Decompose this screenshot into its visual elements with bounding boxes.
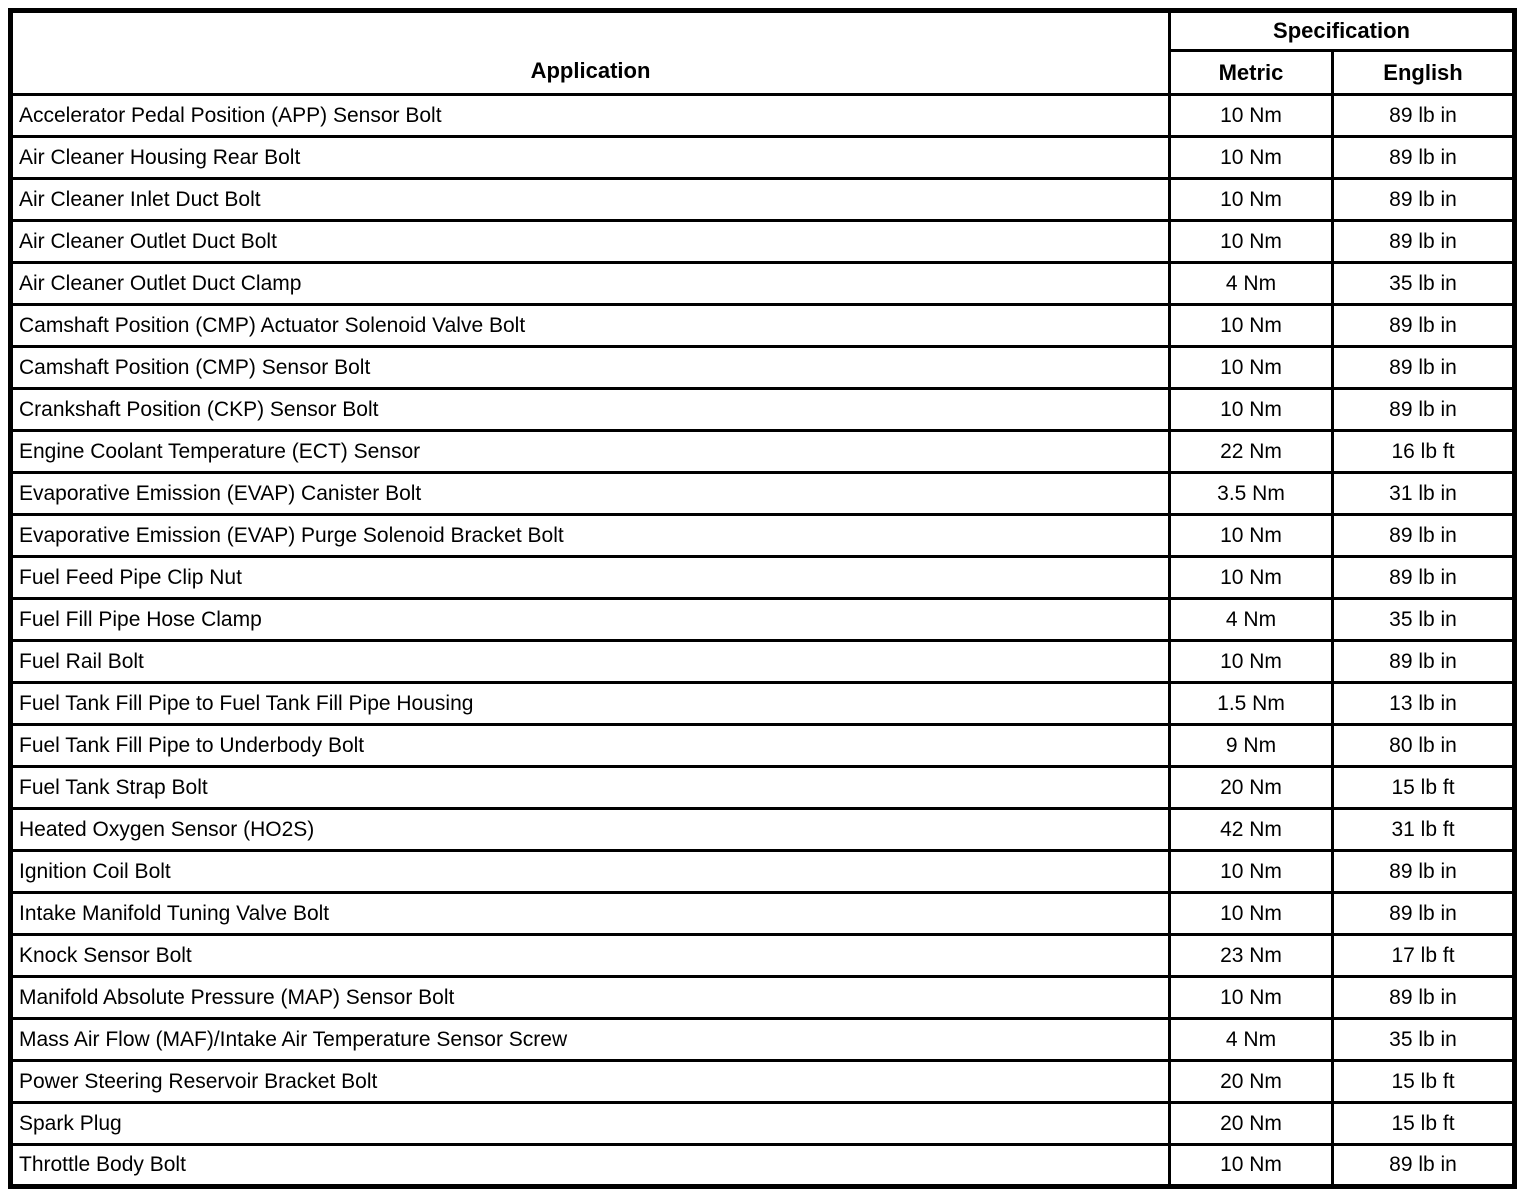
english-cell: 89 lb in <box>1333 1145 1515 1187</box>
metric-cell: 3.5 Nm <box>1170 473 1333 515</box>
metric-cell: 10 Nm <box>1170 977 1333 1019</box>
table-row <box>11 557 1515 599</box>
fastener-tightening-spec-table <box>8 8 1517 1189</box>
specification-column-group-header: Specification <box>1170 11 1515 51</box>
english-cell: 13 lb in <box>1333 683 1515 725</box>
table-row <box>11 347 1515 389</box>
metric-cell: 10 Nm <box>1170 851 1333 893</box>
metric-cell: 1.5 Nm <box>1170 683 1333 725</box>
application-cell: Fuel Tank Strap Bolt <box>11 767 1170 809</box>
table-row <box>11 641 1515 683</box>
application-cell: Engine Coolant Temperature (ECT) Sensor <box>11 431 1170 473</box>
metric-cell: 10 Nm <box>1170 515 1333 557</box>
metric-cell: 10 Nm <box>1170 557 1333 599</box>
english-cell: 89 lb in <box>1333 557 1515 599</box>
application-cell: Evaporative Emission (EVAP) Purge Solenoid Bracket Bolt <box>11 515 1170 557</box>
table-row <box>11 95 1515 137</box>
application-cell: Camshaft Position (CMP) Actuator Solenoid Valve Bolt <box>11 305 1170 347</box>
application-cell: Crankshaft Position (CKP) Sensor Bolt <box>11 389 1170 431</box>
english-cell: 89 lb in <box>1333 641 1515 683</box>
spec-table-header <box>11 11 1515 95</box>
metric-cell: 10 Nm <box>1170 347 1333 389</box>
application-cell: Fuel Tank Fill Pipe to Fuel Tank Fill Pipe Housing <box>11 683 1170 725</box>
table-row <box>11 725 1515 767</box>
metric-cell: 42 Nm <box>1170 809 1333 851</box>
metric-cell: 10 Nm <box>1170 389 1333 431</box>
table-row <box>11 473 1515 515</box>
english-cell: 15 lb ft <box>1333 767 1515 809</box>
english-cell: 17 lb ft <box>1333 935 1515 977</box>
application-cell: Ignition Coil Bolt <box>11 851 1170 893</box>
table-row <box>11 809 1515 851</box>
metric-cell: 20 Nm <box>1170 1103 1333 1145</box>
application-cell: Fuel Fill Pipe Hose Clamp <box>11 599 1170 641</box>
metric-cell: 10 Nm <box>1170 137 1333 179</box>
english-cell: 80 lb in <box>1333 725 1515 767</box>
metric-cell: 4 Nm <box>1170 599 1333 641</box>
table-row <box>11 515 1515 557</box>
metric-cell: 20 Nm <box>1170 1061 1333 1103</box>
english-cell: 15 lb ft <box>1333 1061 1515 1103</box>
table-row <box>11 599 1515 641</box>
application-cell: Manifold Absolute Pressure (MAP) Sensor Bolt <box>11 977 1170 1019</box>
english-cell: 89 lb in <box>1333 305 1515 347</box>
metric-cell: 10 Nm <box>1170 221 1333 263</box>
table-row <box>11 431 1515 473</box>
english-cell: 35 lb in <box>1333 599 1515 641</box>
metric-cell: 10 Nm <box>1170 305 1333 347</box>
table-row <box>11 1145 1515 1187</box>
metric-cell: 10 Nm <box>1170 95 1333 137</box>
table-row <box>11 389 1515 431</box>
metric-cell: 20 Nm <box>1170 767 1333 809</box>
english-cell: 89 lb in <box>1333 515 1515 557</box>
table-row <box>11 683 1515 725</box>
english-cell: 89 lb in <box>1333 137 1515 179</box>
table-row <box>11 767 1515 809</box>
english-cell: 15 lb ft <box>1333 1103 1515 1145</box>
table-row <box>11 221 1515 263</box>
metric-cell: 10 Nm <box>1170 179 1333 221</box>
table-row <box>11 179 1515 221</box>
spec-table-container <box>8 8 1517 1189</box>
english-cell: 35 lb in <box>1333 263 1515 305</box>
application-cell: Evaporative Emission (EVAP) Canister Bolt <box>11 473 1170 515</box>
application-cell: Accelerator Pedal Position (APP) Sensor Bolt <box>11 95 1170 137</box>
application-cell: Fuel Feed Pipe Clip Nut <box>11 557 1170 599</box>
application-cell: Heated Oxygen Sensor (HO2S) <box>11 809 1170 851</box>
application-cell: Fuel Rail Bolt <box>11 641 1170 683</box>
table-row <box>11 305 1515 347</box>
table-row <box>11 1019 1515 1061</box>
metric-cell: 10 Nm <box>1170 641 1333 683</box>
metric-cell: 22 Nm <box>1170 431 1333 473</box>
spec-table-body <box>11 95 1515 1187</box>
application-cell: Mass Air Flow (MAF)/Intake Air Temperature Sensor Screw <box>11 1019 1170 1061</box>
metric-cell: 4 Nm <box>1170 1019 1333 1061</box>
english-cell: 89 lb in <box>1333 95 1515 137</box>
metric-cell: 10 Nm <box>1170 893 1333 935</box>
english-cell: 31 lb in <box>1333 473 1515 515</box>
english-cell: 89 lb in <box>1333 347 1515 389</box>
english-cell: 89 lb in <box>1333 851 1515 893</box>
application-cell: Air Cleaner Outlet Duct Clamp <box>11 263 1170 305</box>
application-cell: Air Cleaner Inlet Duct Bolt <box>11 179 1170 221</box>
english-cell: 89 lb in <box>1333 977 1515 1019</box>
english-cell: 31 lb ft <box>1333 809 1515 851</box>
application-cell: Spark Plug <box>11 1103 1170 1145</box>
table-row <box>11 1103 1515 1145</box>
table-row <box>11 263 1515 305</box>
table-row <box>11 851 1515 893</box>
table-row <box>11 977 1515 1019</box>
table-row <box>11 137 1515 179</box>
application-cell: Air Cleaner Housing Rear Bolt <box>11 137 1170 179</box>
english-column-header: English <box>1333 51 1515 95</box>
english-cell: 16 lb ft <box>1333 431 1515 473</box>
english-cell: 89 lb in <box>1333 389 1515 431</box>
application-column-header: Application <box>11 11 1170 95</box>
application-cell: Knock Sensor Bolt <box>11 935 1170 977</box>
english-cell: 89 lb in <box>1333 221 1515 263</box>
application-cell: Camshaft Position (CMP) Sensor Bolt <box>11 347 1170 389</box>
header-row-specification <box>11 11 1515 51</box>
table-row <box>11 1061 1515 1103</box>
english-cell: 89 lb in <box>1333 893 1515 935</box>
metric-cell: 4 Nm <box>1170 263 1333 305</box>
table-row <box>11 935 1515 977</box>
metric-cell: 23 Nm <box>1170 935 1333 977</box>
application-cell: Fuel Tank Fill Pipe to Underbody Bolt <box>11 725 1170 767</box>
table-row <box>11 893 1515 935</box>
application-cell: Intake Manifold Tuning Valve Bolt <box>11 893 1170 935</box>
english-cell: 35 lb in <box>1333 1019 1515 1061</box>
application-cell: Air Cleaner Outlet Duct Bolt <box>11 221 1170 263</box>
metric-column-header: Metric <box>1170 51 1333 95</box>
metric-cell: 10 Nm <box>1170 1145 1333 1187</box>
metric-cell: 9 Nm <box>1170 725 1333 767</box>
application-cell: Throttle Body Bolt <box>11 1145 1170 1187</box>
english-cell: 89 lb in <box>1333 179 1515 221</box>
application-cell: Power Steering Reservoir Bracket Bolt <box>11 1061 1170 1103</box>
